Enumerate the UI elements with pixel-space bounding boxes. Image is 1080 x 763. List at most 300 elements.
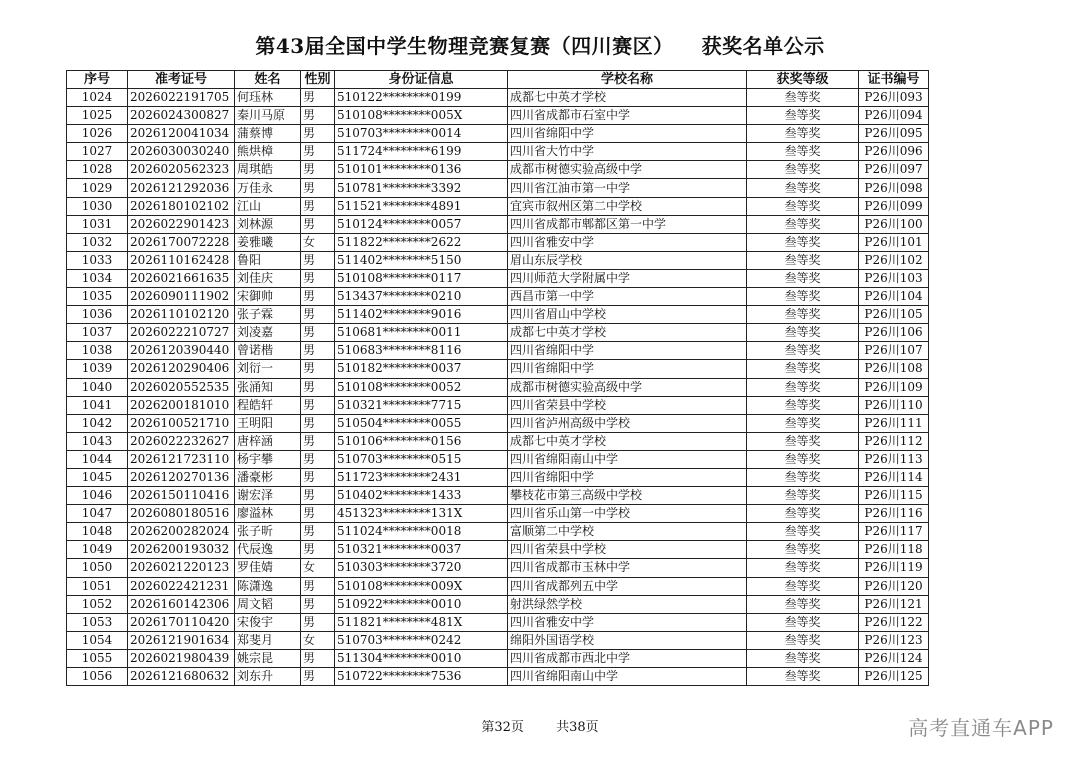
cell-name: 代辰逸 [235, 541, 301, 559]
cell-school: 四川省绵阳中学 [508, 360, 747, 378]
cell-no: 1031 [67, 215, 128, 233]
cell-cert: P26川102 [859, 251, 929, 269]
cell-school: 眉山东辰学校 [508, 251, 747, 269]
cell-gender: 男 [301, 649, 335, 667]
table-row [67, 324, 929, 342]
cell-award: 叁等奖 [747, 668, 859, 686]
cell-name: 刘东升 [235, 668, 301, 686]
cell-school: 四川省成都市玉林中学 [508, 559, 747, 577]
cell-cert: P26川120 [859, 577, 929, 595]
cell-id-info: 510504********0055 [335, 414, 508, 432]
cell-school: 成都七中英才学校 [508, 324, 747, 342]
cell-exam-id: 2026120290406 [128, 360, 235, 378]
cell-gender: 男 [301, 360, 335, 378]
cell-cert: P26川095 [859, 125, 929, 143]
cell-exam-id: 2026121901634 [128, 631, 235, 649]
cell-name: 周文韬 [235, 595, 301, 613]
cell-exam-id: 2026170110420 [128, 613, 235, 631]
cell-id-info: 510124********0057 [335, 215, 508, 233]
cell-cert: P26川108 [859, 360, 929, 378]
cell-school: 四川省成都市石室中学 [508, 107, 747, 125]
table-row [67, 396, 929, 414]
cell-exam-id: 2026022210727 [128, 324, 235, 342]
cell-id-info: 510108********009X [335, 577, 508, 595]
table-body [67, 89, 929, 686]
cell-school: 四川省绵阳南山中学 [508, 668, 747, 686]
table-row [67, 143, 929, 161]
cell-gender: 男 [301, 251, 335, 269]
cell-award: 叁等奖 [747, 288, 859, 306]
cell-cert: P26川105 [859, 306, 929, 324]
title-sub: 获奖名单公示 [701, 34, 825, 58]
cell-award: 叁等奖 [747, 324, 859, 342]
cell-cert: P26川116 [859, 505, 929, 523]
cell-id-info: 510182********0037 [335, 360, 508, 378]
cell-exam-id: 2026030030240 [128, 143, 235, 161]
cell-no: 1029 [67, 179, 128, 197]
cell-id-info: 510683********8116 [335, 342, 508, 360]
cell-name: 张涌知 [235, 378, 301, 396]
table-row [67, 378, 929, 396]
cell-school: 四川省眉山中学校 [508, 306, 747, 324]
cell-no: 1048 [67, 523, 128, 541]
cell-no: 1049 [67, 541, 128, 559]
cell-id-info: 510303********3720 [335, 559, 508, 577]
cell-no: 1046 [67, 487, 128, 505]
cell-id-info: 511822********2622 [335, 233, 508, 251]
table-row [67, 595, 929, 613]
cell-gender: 女 [301, 631, 335, 649]
cell-no: 1036 [67, 306, 128, 324]
cell-school: 四川师范大学附属中学 [508, 269, 747, 287]
cell-award: 叁等奖 [747, 577, 859, 595]
cell-school: 成都市树德实验高级中学 [508, 378, 747, 396]
cell-gender: 男 [301, 450, 335, 468]
cell-name: 鲁阳 [235, 251, 301, 269]
cell-exam-id: 2026021980439 [128, 649, 235, 667]
cell-gender: 男 [301, 505, 335, 523]
cell-award: 叁等奖 [747, 414, 859, 432]
cell-school: 四川省雅安中学 [508, 233, 747, 251]
cell-cert: P26川094 [859, 107, 929, 125]
cell-name: 秦川马原 [235, 107, 301, 125]
cell-exam-id: 2026022421231 [128, 577, 235, 595]
cell-cert: P26川109 [859, 378, 929, 396]
cell-no: 1024 [67, 89, 128, 107]
cell-school: 成都市树德实验高级中学 [508, 161, 747, 179]
cell-id-info: 510722********7536 [335, 668, 508, 686]
cell-name: 刘佳庆 [235, 269, 301, 287]
cell-school: 四川省大竹中学 [508, 143, 747, 161]
table-row [67, 450, 929, 468]
cell-school: 宜宾市叙州区第二中学校 [508, 197, 747, 215]
cell-award: 叁等奖 [747, 432, 859, 450]
cell-id-info: 451323********131X [335, 505, 508, 523]
cell-name: 潘豪彬 [235, 468, 301, 486]
cell-cert: P26川093 [859, 89, 929, 107]
cell-name: 曾诺楷 [235, 342, 301, 360]
cell-gender: 男 [301, 468, 335, 486]
cell-name: 熊烘樟 [235, 143, 301, 161]
table-row [67, 577, 929, 595]
cell-gender: 男 [301, 161, 335, 179]
cell-award: 叁等奖 [747, 161, 859, 179]
watermark-text: 高考直通车APP [908, 716, 1054, 740]
table-row [67, 360, 929, 378]
cell-gender: 男 [301, 342, 335, 360]
cell-no: 1038 [67, 342, 128, 360]
cell-name: 姜雅曦 [235, 233, 301, 251]
page-total: 共38页 [556, 720, 599, 735]
cell-id-info: 510122********0199 [335, 89, 508, 107]
cell-award: 叁等奖 [747, 360, 859, 378]
cell-id-info: 510321********0037 [335, 541, 508, 559]
cell-cert: P26川104 [859, 288, 929, 306]
table-row [67, 559, 929, 577]
header-no: 序号 [67, 71, 128, 89]
table-row [67, 468, 929, 486]
title-main: 第43届全国中学生物理竞赛复赛（四川赛区） [255, 34, 674, 58]
table-row [67, 342, 929, 360]
cell-no: 1050 [67, 559, 128, 577]
cell-id-info: 510402********1433 [335, 487, 508, 505]
cell-award: 叁等奖 [747, 378, 859, 396]
cell-award: 叁等奖 [747, 595, 859, 613]
cell-cert: P26川121 [859, 595, 929, 613]
cell-gender: 男 [301, 523, 335, 541]
cell-gender: 女 [301, 559, 335, 577]
cell-name: 刘衍一 [235, 360, 301, 378]
cell-award: 叁等奖 [747, 251, 859, 269]
cell-award: 叁等奖 [747, 468, 859, 486]
cell-no: 1026 [67, 125, 128, 143]
header-cert: 证书编号 [859, 71, 929, 89]
cell-cert: P26川110 [859, 396, 929, 414]
cell-gender: 男 [301, 324, 335, 342]
cell-award: 叁等奖 [747, 143, 859, 161]
cell-exam-id: 2026200193032 [128, 541, 235, 559]
cell-no: 1047 [67, 505, 128, 523]
cell-id-info: 511402********9016 [335, 306, 508, 324]
cell-award: 叁等奖 [747, 396, 859, 414]
cell-school: 富顺第二中学校 [508, 523, 747, 541]
cell-no: 1041 [67, 396, 128, 414]
cell-exam-id: 2026020562323 [128, 161, 235, 179]
cell-id-info: 510703********0242 [335, 631, 508, 649]
cell-school: 四川省荣县中学校 [508, 541, 747, 559]
table-row [67, 125, 929, 143]
cell-no: 1027 [67, 143, 128, 161]
cell-id-info: 511304********0010 [335, 649, 508, 667]
page-number: 第32页 [481, 720, 524, 735]
cell-exam-id: 2026121292036 [128, 179, 235, 197]
cell-id-info: 510703********0014 [335, 125, 508, 143]
cell-gender: 男 [301, 89, 335, 107]
cell-school: 成都七中英才学校 [508, 432, 747, 450]
table-row [67, 288, 929, 306]
cell-award: 叁等奖 [747, 505, 859, 523]
cell-award: 叁等奖 [747, 179, 859, 197]
table-header-row [67, 71, 929, 89]
cell-name: 谢宏泽 [235, 487, 301, 505]
cell-gender: 男 [301, 577, 335, 595]
cell-id-info: 511724********6199 [335, 143, 508, 161]
cell-cert: P26川124 [859, 649, 929, 667]
cell-exam-id: 2026200282024 [128, 523, 235, 541]
cell-id-info: 510106********0156 [335, 432, 508, 450]
cell-school: 四川省绵阳中学 [508, 125, 747, 143]
cell-exam-id: 2026022232627 [128, 432, 235, 450]
cell-award: 叁等奖 [747, 613, 859, 631]
cell-exam-id: 2026121680632 [128, 668, 235, 686]
cell-gender: 男 [301, 595, 335, 613]
header-exam-id: 准考证号 [128, 71, 235, 89]
cell-gender: 男 [301, 107, 335, 125]
cell-award: 叁等奖 [747, 649, 859, 667]
cell-award: 叁等奖 [747, 559, 859, 577]
cell-school: 四川省成都市西北中学 [508, 649, 747, 667]
header-award: 获奖等级 [747, 71, 859, 89]
table-row [67, 161, 929, 179]
cell-gender: 男 [301, 125, 335, 143]
cell-cert: P26川115 [859, 487, 929, 505]
cell-name: 罗佳婧 [235, 559, 301, 577]
cell-no: 1056 [67, 668, 128, 686]
cell-gender: 男 [301, 668, 335, 686]
award-table [66, 70, 929, 686]
cell-no: 1043 [67, 432, 128, 450]
cell-gender: 男 [301, 143, 335, 161]
cell-award: 叁等奖 [747, 450, 859, 468]
header-gender: 性别 [301, 71, 335, 89]
cell-cert: P26川096 [859, 143, 929, 161]
table-row [67, 306, 929, 324]
cell-no: 1055 [67, 649, 128, 667]
page-title [0, 30, 1080, 59]
cell-exam-id: 2026020552535 [128, 378, 235, 396]
cell-id-info: 510108********0117 [335, 269, 508, 287]
cell-school: 绵阳外国语学校 [508, 631, 747, 649]
cell-exam-id: 2026080180516 [128, 505, 235, 523]
cell-name: 刘凌嘉 [235, 324, 301, 342]
table-row [67, 414, 929, 432]
cell-school: 西昌市第一中学 [508, 288, 747, 306]
cell-name: 程皓轩 [235, 396, 301, 414]
table-row [67, 505, 929, 523]
table-row [67, 251, 929, 269]
cell-id-info: 510703********0515 [335, 450, 508, 468]
cell-cert: P26川101 [859, 233, 929, 251]
cell-id-info: 511821********481X [335, 613, 508, 631]
cell-no: 1039 [67, 360, 128, 378]
cell-name: 宋御帅 [235, 288, 301, 306]
table-row [67, 541, 929, 559]
cell-school: 四川省江油市第一中学 [508, 179, 747, 197]
header-name: 姓名 [235, 71, 301, 89]
cell-exam-id: 2026180102102 [128, 197, 235, 215]
cell-name: 蒲蔡博 [235, 125, 301, 143]
cell-gender: 男 [301, 269, 335, 287]
cell-cert: P26川114 [859, 468, 929, 486]
cell-name: 王明阳 [235, 414, 301, 432]
cell-no: 1037 [67, 324, 128, 342]
cell-gender: 男 [301, 306, 335, 324]
cell-cert: P26川111 [859, 414, 929, 432]
cell-exam-id: 2026170072228 [128, 233, 235, 251]
cell-gender: 男 [301, 288, 335, 306]
cell-exam-id: 2026021661635 [128, 269, 235, 287]
cell-school: 四川省乐山第一中学校 [508, 505, 747, 523]
cell-exam-id: 2026150110416 [128, 487, 235, 505]
table-row [67, 197, 929, 215]
cell-gender: 男 [301, 215, 335, 233]
cell-no: 1030 [67, 197, 128, 215]
table-row [67, 649, 929, 667]
cell-exam-id: 2026090111902 [128, 288, 235, 306]
header-school: 学校名称 [508, 71, 747, 89]
table-row [67, 432, 929, 450]
cell-school: 射洪绿然学校 [508, 595, 747, 613]
cell-exam-id: 2026120041034 [128, 125, 235, 143]
cell-no: 1054 [67, 631, 128, 649]
cell-cert: P26川117 [859, 523, 929, 541]
cell-name: 唐梓涵 [235, 432, 301, 450]
cell-id-info: 510681********0011 [335, 324, 508, 342]
cell-award: 叁等奖 [747, 197, 859, 215]
cell-gender: 男 [301, 541, 335, 559]
table-row [67, 613, 929, 631]
cell-exam-id: 2026110162428 [128, 251, 235, 269]
cell-name: 万佳永 [235, 179, 301, 197]
table-row [67, 179, 929, 197]
cell-gender: 男 [301, 378, 335, 396]
cell-exam-id: 2026022901423 [128, 215, 235, 233]
cell-award: 叁等奖 [747, 125, 859, 143]
cell-no: 1044 [67, 450, 128, 468]
cell-exam-id: 2026120270136 [128, 468, 235, 486]
cell-id-info: 511723********2431 [335, 468, 508, 486]
table-row [67, 107, 929, 125]
cell-gender: 男 [301, 414, 335, 432]
cell-name: 张子昕 [235, 523, 301, 541]
cell-name: 廖溢林 [235, 505, 301, 523]
cell-gender: 男 [301, 396, 335, 414]
cell-exam-id: 2026120390440 [128, 342, 235, 360]
header-id-info: 身份证信息 [335, 71, 508, 89]
cell-exam-id: 2026024300827 [128, 107, 235, 125]
cell-school: 四川省雅安中学 [508, 613, 747, 631]
cell-id-info: 510108********005X [335, 107, 508, 125]
cell-cert: P26川099 [859, 197, 929, 215]
cell-school: 四川省成都市郫都区第一中学 [508, 215, 747, 233]
table-row [67, 233, 929, 251]
table-row [67, 631, 929, 649]
cell-no: 1033 [67, 251, 128, 269]
cell-gender: 男 [301, 613, 335, 631]
table-row [67, 215, 929, 233]
cell-cert: P26川112 [859, 432, 929, 450]
cell-no: 1052 [67, 595, 128, 613]
cell-exam-id: 2026200181010 [128, 396, 235, 414]
cell-name: 刘林源 [235, 215, 301, 233]
table-row [67, 668, 929, 686]
cell-cert: P26川123 [859, 631, 929, 649]
cell-exam-id: 2026110102120 [128, 306, 235, 324]
cell-no: 1040 [67, 378, 128, 396]
cell-id-info: 510101********0136 [335, 161, 508, 179]
cell-award: 叁等奖 [747, 306, 859, 324]
cell-school: 四川省绵阳中学 [508, 468, 747, 486]
cell-award: 叁等奖 [747, 541, 859, 559]
cell-no: 1035 [67, 288, 128, 306]
table-row [67, 269, 929, 287]
cell-name: 何珏林 [235, 89, 301, 107]
cell-name: 陈潇逸 [235, 577, 301, 595]
cell-name: 江山 [235, 197, 301, 215]
cell-cert: P26川103 [859, 269, 929, 287]
cell-no: 1045 [67, 468, 128, 486]
cell-gender: 男 [301, 487, 335, 505]
cell-name: 姚宗昆 [235, 649, 301, 667]
cell-no: 1032 [67, 233, 128, 251]
cell-id-info: 513437********0210 [335, 288, 508, 306]
cell-cert: P26川106 [859, 324, 929, 342]
cell-name: 周琪皓 [235, 161, 301, 179]
cell-gender: 男 [301, 432, 335, 450]
cell-school: 攀枝花市第三高级中学校 [508, 487, 747, 505]
cell-school: 四川省绵阳中学 [508, 342, 747, 360]
cell-no: 1051 [67, 577, 128, 595]
cell-gender: 女 [301, 233, 335, 251]
cell-no: 1025 [67, 107, 128, 125]
cell-name: 郑斐月 [235, 631, 301, 649]
cell-school: 四川省成都列五中学 [508, 577, 747, 595]
cell-exam-id: 2026160142306 [128, 595, 235, 613]
table-row [67, 89, 929, 107]
cell-id-info: 510321********7715 [335, 396, 508, 414]
cell-award: 叁等奖 [747, 215, 859, 233]
cell-name: 宋俊宇 [235, 613, 301, 631]
cell-award: 叁等奖 [747, 107, 859, 125]
cell-id-info: 510922********0010 [335, 595, 508, 613]
cell-award: 叁等奖 [747, 523, 859, 541]
cell-cert: P26川125 [859, 668, 929, 686]
cell-exam-id: 2026022191705 [128, 89, 235, 107]
cell-school: 四川省荣县中学校 [508, 396, 747, 414]
cell-exam-id: 2026021220123 [128, 559, 235, 577]
cell-id-info: 510108********0052 [335, 378, 508, 396]
cell-no: 1034 [67, 269, 128, 287]
cell-school: 四川省绵阳南山中学 [508, 450, 747, 468]
cell-cert: P26川118 [859, 541, 929, 559]
cell-cert: P26川113 [859, 450, 929, 468]
cell-no: 1053 [67, 613, 128, 631]
cell-no: 1028 [67, 161, 128, 179]
cell-gender: 男 [301, 197, 335, 215]
cell-cert: P26川098 [859, 179, 929, 197]
cell-name: 张子霖 [235, 306, 301, 324]
cell-school: 四川省泸州高级中学校 [508, 414, 747, 432]
cell-name: 杨宇攀 [235, 450, 301, 468]
cell-id-info: 511402********5150 [335, 251, 508, 269]
cell-cert: P26川122 [859, 613, 929, 631]
cell-award: 叁等奖 [747, 487, 859, 505]
cell-cert: P26川100 [859, 215, 929, 233]
cell-award: 叁等奖 [747, 269, 859, 287]
cell-school: 成都七中英才学校 [508, 89, 747, 107]
cell-award: 叁等奖 [747, 89, 859, 107]
table-row [67, 523, 929, 541]
